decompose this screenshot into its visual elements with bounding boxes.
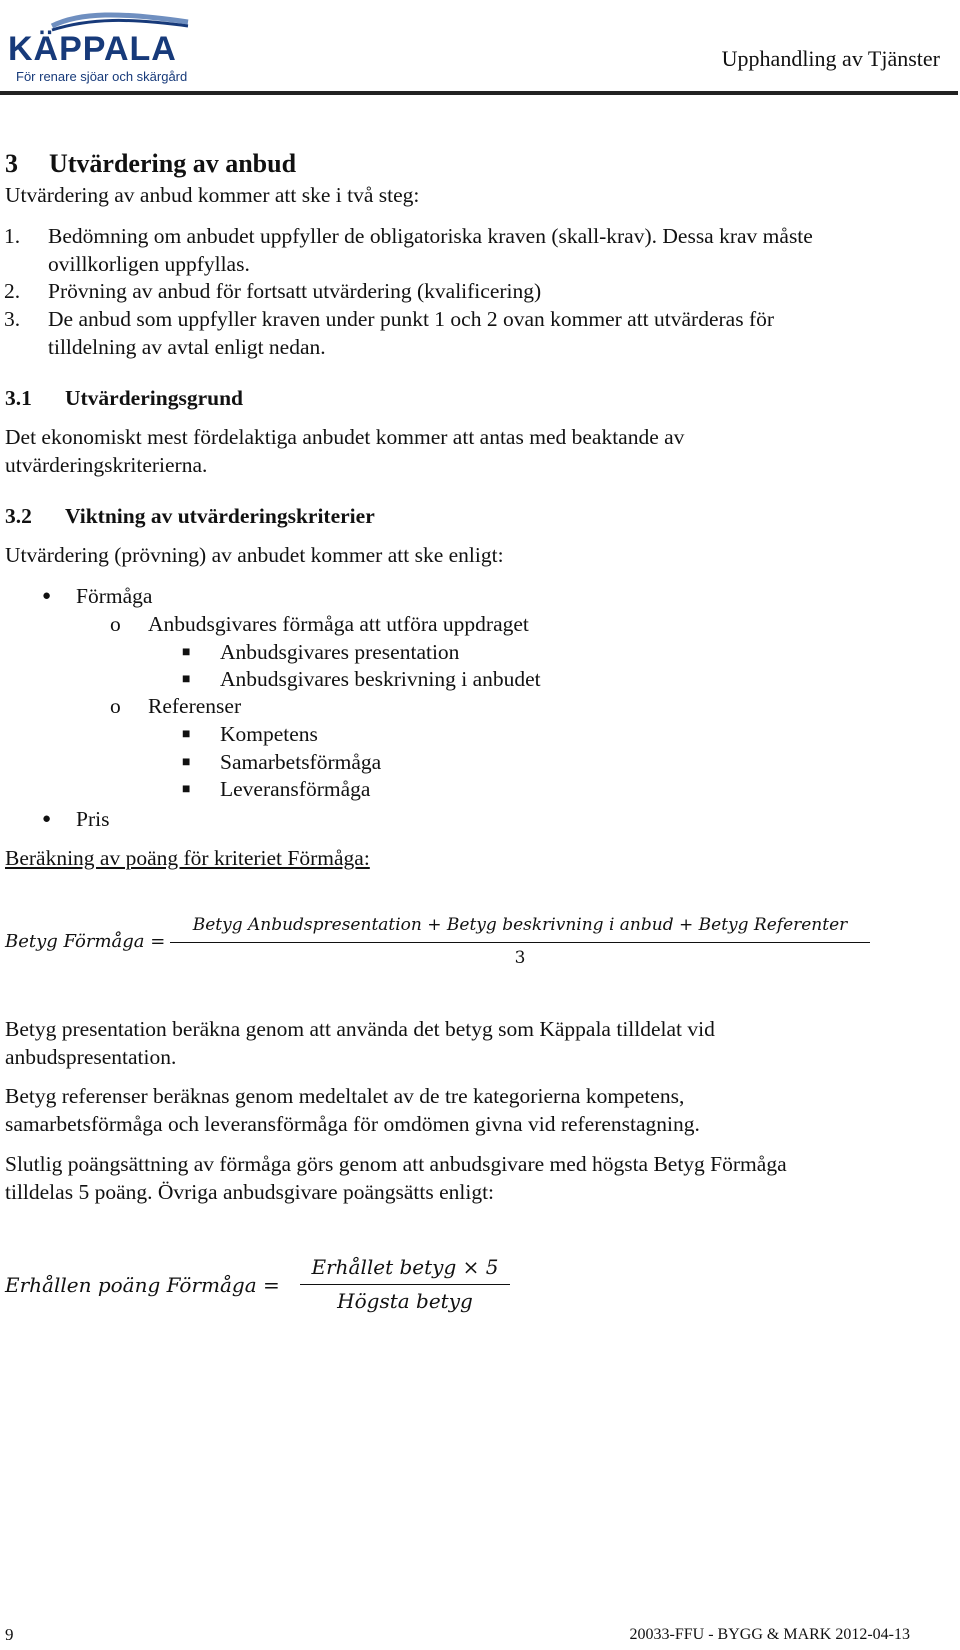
- section-3-title: Utvärdering av anbud: [49, 149, 297, 178]
- sub-item-presentation: [182, 638, 460, 667]
- sub-item-collaboration-label: Samarbetsförmåga: [220, 750, 382, 774]
- section-3-2-intro: Utvärdering (prövning) av anbudet kommer att ske enligt:: [5, 543, 504, 567]
- subcriterion-references: [110, 692, 242, 721]
- section-3-number: 3: [5, 149, 18, 178]
- section-3-1-number: 3.1: [5, 386, 32, 410]
- sub-item-delivery-label: Leveransförmåga: [220, 777, 371, 801]
- step-3-text: De anbud som uppfyller kraven under punkt 1 och 2 ovan kommer att utvärderas för: [48, 307, 775, 331]
- bullet-dot-icon: ●: [42, 811, 52, 827]
- subcriterion-capability: [110, 610, 529, 639]
- section-3-heading: [5, 148, 296, 180]
- section-3-1-text-line2: utvärderingskriterierna.: [5, 453, 208, 477]
- logo-tagline: För renare sjöar och skärgård: [16, 69, 188, 84]
- bullet-square-icon: ■: [182, 782, 191, 797]
- step-2: [4, 277, 542, 306]
- formula-2-denominator: Högsta betyg: [337, 1289, 473, 1313]
- step-2-number: 2.: [4, 279, 21, 303]
- criterion-formaga-label: Förmåga: [76, 584, 153, 608]
- para-references-line2: samarbetsförmåga och leveransförmåga för omdömen givna vid referenstagning.: [5, 1112, 700, 1136]
- kappala-logo: [2, 4, 194, 90]
- calculation-heading: Beräkning av poäng för kriteriet Förmåga:: [5, 846, 370, 870]
- logo-wave-icon: [50, 10, 190, 32]
- subcriterion-references-label: Referenser: [148, 694, 242, 718]
- criterion-pris-label: Pris: [76, 807, 110, 831]
- step-3-continued: tilldelning av avtal enligt nedan.: [48, 335, 326, 359]
- bullet-square-icon: ■: [182, 755, 191, 770]
- bullet-circle-icon: o: [110, 612, 121, 636]
- formula-1-fraction: [170, 914, 870, 969]
- step-1-number: 1.: [4, 224, 21, 248]
- sub-item-delivery: [182, 775, 371, 804]
- sub-item-presentation-label: Anbudsgivares presentation: [220, 640, 460, 664]
- para-presentation-line2: anbudspresentation.: [5, 1045, 177, 1069]
- bullet-circle-icon: o: [110, 694, 121, 718]
- step-1-continued: ovillkorligen uppfyllas.: [48, 252, 250, 276]
- formula-2-numerator: Erhållet betyg × 5: [311, 1255, 499, 1279]
- header-divider: [0, 91, 958, 95]
- sub-item-collaboration: [182, 748, 382, 777]
- criterion-pris: [42, 805, 110, 834]
- formula-1-denominator: 3: [514, 948, 526, 968]
- criterion-formaga: [42, 582, 153, 611]
- bullet-dot-icon: ●: [42, 588, 52, 604]
- section-3-1-text-line1: Det ekonomiskt mest fördelaktiga anbudet kommer att antas med beaktande av: [5, 425, 685, 449]
- formula-2-fraction: [300, 1254, 510, 1314]
- section-3-intro: Utvärdering av anbud kommer att ske i två steg:: [5, 183, 420, 207]
- page-number: 9: [5, 1625, 14, 1644]
- footer-doc-reference: 20033-FFU - BYGG & MARK 2012-04-13: [629, 1626, 910, 1643]
- formula-1-lhs: Betyg Förmåga =: [5, 931, 166, 952]
- section-3-2-heading: [5, 502, 375, 530]
- sub-item-competence: [182, 720, 318, 749]
- formula-1-numerator: Betyg Anbudspresentation + Betyg beskrivning i anbud + Betyg Referenter: [192, 915, 848, 935]
- para-presentation-line1: Betyg presentation beräkna genom att använda det betyg som Käppala tilldelat vid: [5, 1017, 715, 1041]
- step-3: [4, 305, 775, 334]
- step-2-text: Prövning av anbud för fortsatt utvärdering (kvalificering): [48, 279, 542, 303]
- bullet-square-icon: ■: [182, 645, 191, 660]
- bullet-square-icon: ■: [182, 672, 191, 687]
- formula-2-fraction-bar: [300, 1284, 510, 1285]
- sub-item-description-label: Anbudsgivares beskrivning i anbudet: [220, 667, 541, 691]
- para-final-scoring-line1: Slutlig poängsättning av förmåga görs genom att anbudsgivare med högsta Betyg Förmåga: [5, 1152, 787, 1176]
- step-1: [4, 222, 813, 251]
- formula-2-lhs: Erhållen poäng Förmåga =: [5, 1273, 280, 1297]
- header-title: Upphandling av Tjänster: [721, 46, 940, 71]
- section-3-2-number: 3.2: [5, 504, 32, 528]
- formula-1-fraction-bar: [170, 942, 870, 943]
- bullet-square-icon: ■: [182, 727, 191, 742]
- step-3-number: 3.: [4, 307, 21, 331]
- para-references-line1: Betyg referenser beräknas genom medeltalet av de tre kategorierna kompetens,: [5, 1084, 685, 1108]
- logo-wordmark: KÄPPALA: [8, 30, 177, 68]
- step-1-text: Bedömning om anbudet uppfyller de obligatoriska kraven (skall-krav). Dessa krav måste: [48, 224, 813, 248]
- section-3-2-title: Viktning av utvärderingskriterier: [65, 504, 375, 528]
- section-3-1-heading: [5, 384, 243, 412]
- subcriterion-capability-label: Anbudsgivares förmåga att utföra uppdraget: [148, 612, 529, 636]
- sub-item-description: [182, 665, 541, 694]
- section-3-1-title: Utvärderingsgrund: [65, 386, 243, 410]
- sub-item-competence-label: Kompetens: [220, 722, 318, 746]
- para-final-scoring-line2: tilldelas 5 poäng. Övriga anbudsgivare poängsätts enligt:: [5, 1180, 495, 1204]
